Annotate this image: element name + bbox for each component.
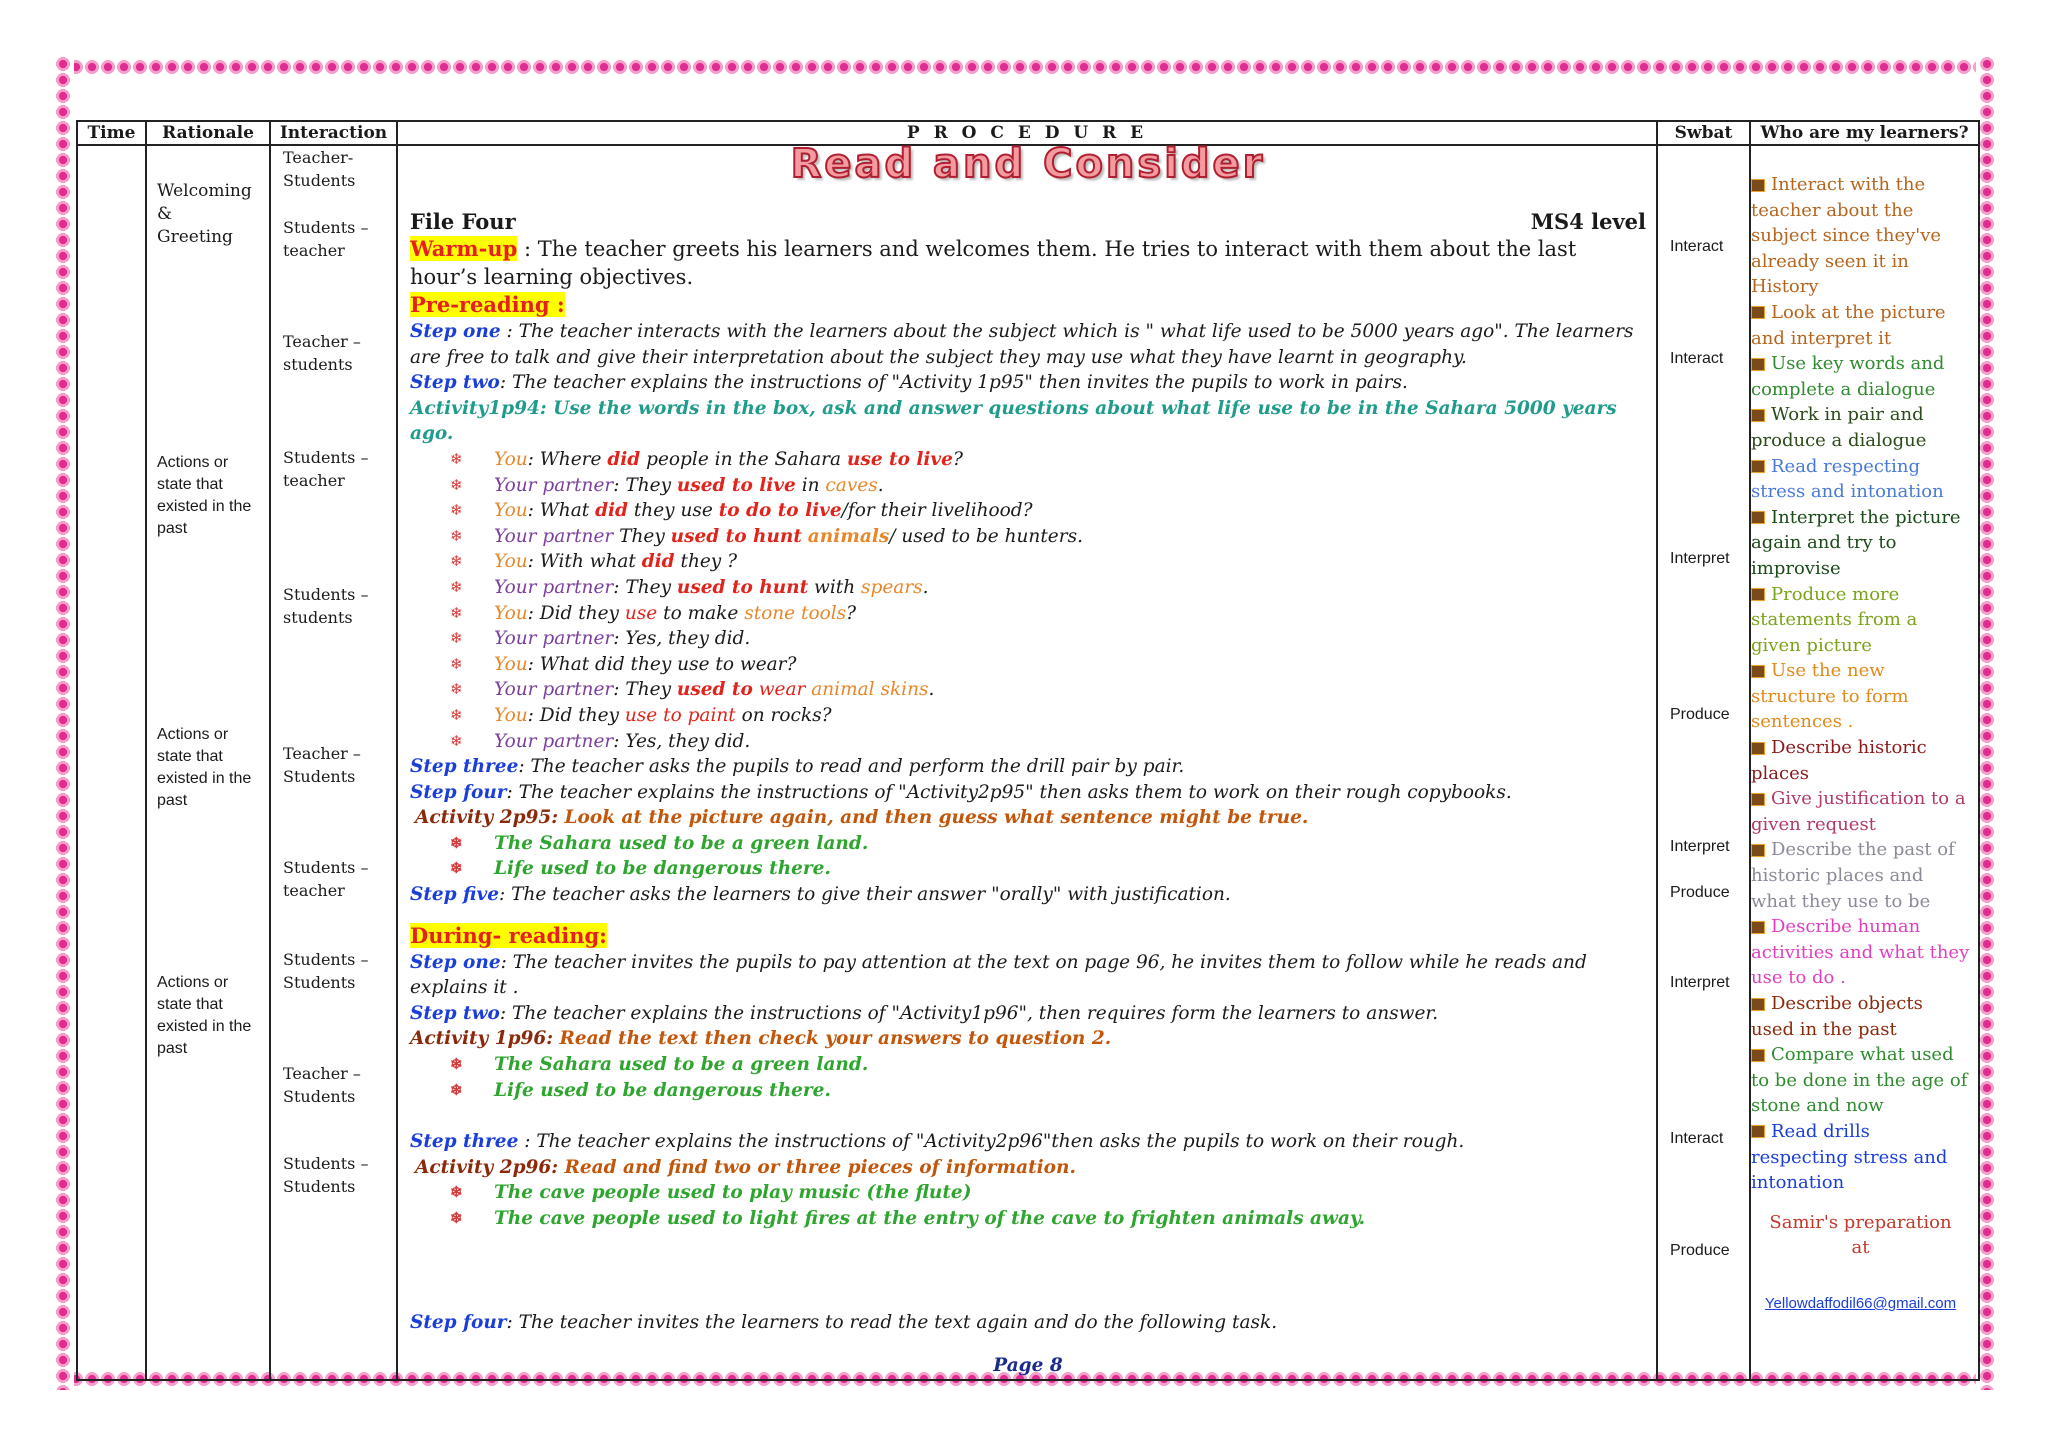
speaker: You [494,602,528,624]
learner-item [1751,786,1970,837]
learner-text: Read drills respecting stress and intonation [1751,1120,1948,1194]
t: They [613,525,671,547]
t: . [928,679,935,701]
rationale-past-3: Actions or state that existed in the past [157,974,252,1057]
bullet-icon [1751,588,1765,601]
rationale-line: Welcoming [157,181,252,201]
step-text: : The teacher explains the instructions of "Activity1p96", then requires form the learners to answer. [499,1002,1439,1024]
swbat-item: Interpret [1670,550,1730,567]
dialogue-line [450,626,1646,652]
bullet-icon [1751,358,1765,371]
interaction-item: Teacher – students [283,332,361,374]
interaction-item: Students – teacher [283,218,369,260]
t: : Where [527,448,608,470]
step-label: Step two [410,1002,500,1024]
check-list [410,1052,1646,1103]
swbat-item: Produce [1670,706,1730,723]
during-label [410,923,607,948]
t: : Did they [527,704,625,726]
learner-text: Describe objects used in the past [1751,993,1923,1040]
learner-text: Compare what used to be done in the age of stone and now [1751,1044,1968,1117]
rationale-past-2: Actions or state that existed in the past [157,726,252,809]
learner-item [1751,991,1970,1042]
header-rationale: Rationale [146,121,270,145]
t: used to [676,679,753,701]
activity-label: Activity 2p95: [415,807,559,829]
t: . [922,576,929,598]
learner-text: Read respecting stress and intonation [1751,455,1944,503]
bullet-icon [1751,1125,1765,1138]
activity-label: Activity 1p96: [410,1028,554,1050]
bullet-icon [1751,409,1765,422]
header-procedure: P R O C E D U R E [397,121,1657,145]
t: did [641,551,675,573]
header-swbat: Swbat [1657,121,1750,145]
activity-label: Activity 2p96: [415,1156,559,1178]
interaction-item: Students – Students [283,1154,369,1196]
t: wear [752,679,812,701]
step-label: Step five [410,884,500,906]
t: to do to live [718,500,842,522]
t: /for their livelihood? [841,500,1033,522]
swbat-item: Produce [1670,884,1730,901]
activity-text: Read the text then check your answers to question 2. [553,1028,1112,1050]
learner-item [1751,300,1970,351]
t: people in the Sahara [640,448,847,470]
t: use to paint [624,704,736,726]
bullet-icon [1751,998,1765,1011]
prereading-heading [410,291,1646,319]
bullet-icon [1751,844,1765,857]
dialogue-line [450,575,1646,601]
decorative-frame-left [52,56,74,1390]
step-label: Step three [410,756,519,778]
learner-item [1751,402,1970,453]
speaker: Your partner [494,628,614,650]
bullet-icon [1751,511,1765,524]
pre-step-one [410,319,1646,370]
rationale-welcoming [157,180,267,249]
learner-text: Describe historic places [1751,737,1927,784]
bullet-icon [1751,306,1765,319]
dialogue-line [450,601,1646,627]
step-label: Step three [410,1131,519,1153]
prep-line: Samir's preparation [1769,1211,1952,1233]
t: animal skins [811,679,929,701]
learner-text: Use key words and complete a dialogue [1751,353,1945,400]
procedure-column [397,141,1657,1380]
activity-text: Read and find two or three pieces of information. [558,1156,1076,1178]
during-colon: : [599,922,607,948]
interaction-item: Students – students [283,585,369,627]
bullet-icon [1751,742,1765,755]
learner-item [1751,505,1970,582]
prereading-label-text: Pre-reading [410,292,550,317]
activity-2p95 [410,805,1646,831]
interaction-item: Teacher-Students [283,148,356,190]
interaction-item: Teacher – Students [283,1064,361,1106]
t: ? [952,448,963,470]
file-name: File Four [410,209,516,234]
step-label: Step two [410,372,500,394]
step-text: : The teacher explains the instructions of "Activity 1p95" then invites the pupils to work in pairs. [499,372,1408,394]
learner-text: Give justification to a given request [1751,788,1966,835]
interaction-column [270,145,397,1380]
learner-text: Look at the picture and interpret it [1751,301,1946,349]
rationale-column [146,145,270,1380]
t: to make [657,602,745,624]
speaker: Your partner [494,474,614,496]
t: on rocks? [735,704,832,726]
swbat-item: Interact [1670,238,1724,255]
check-item: ❄ Life used to be dangerous there. [450,1078,1646,1104]
learner-item [1751,454,1970,505]
bullet-icon [1751,921,1765,934]
rationale-line: & [157,204,173,224]
t: caves [825,474,878,496]
activity-2p96 [410,1155,1646,1181]
interaction-item: Students – teacher [283,448,369,490]
info-item: ❄ The cave people used to play music (the flute) [450,1180,1646,1206]
step-label: Step one [410,951,501,973]
swbat-item: Produce [1670,1242,1730,1259]
t: animals [807,525,890,547]
pre-step-five [410,882,1646,908]
learner-text: Work in pair and produce a dialogue [1751,404,1927,451]
spacer [410,1232,1646,1310]
learner-item [1751,658,1970,735]
t: use to live [846,448,953,470]
speaker: You [494,448,528,470]
bullet-icon [1751,665,1765,678]
activity-text: Look at the picture again, and then guess what sentence might be true. [558,807,1309,829]
interaction-item: Students – Students [283,950,369,992]
interaction-item: Teacher – Students [283,744,361,786]
learner-item [1751,172,1970,300]
header-interaction: Interaction [270,121,397,145]
rationale-past-1: Actions or state that existed in the past [157,454,252,537]
learner-item [1751,1042,1970,1119]
t: in [795,474,826,496]
lesson-title: Read and Consider [790,141,1266,187]
pre-step-four [410,780,1646,806]
author-email-link[interactable]: Yellowdaffodil66@gmail.com [1764,1294,1957,1312]
learner-text: Use the new structure to form sentences . [1751,660,1909,733]
step-text: : The teacher interacts with the learners about the subject which is " what life used to be 5000 years ago". The learners are free to talk and give their interpretation about the subject they may use what they have learnt in geography. [410,321,1634,368]
prep-line: at [1851,1237,1870,1259]
during-step-three [410,1129,1646,1155]
title-block [410,141,1646,208]
t: spears [861,576,923,598]
step-text: : The teacher asks the pupils to read and perform the drill pair by pair. [518,756,1185,778]
t: . [877,474,884,496]
t: with [808,576,862,598]
interaction-item: Students – teacher [283,858,369,900]
t: : Yes, they did. [613,628,751,650]
step-text: : The teacher invites the pupils to pay attention at the text on page 96, he invites them to follow while he reads and explains it . [410,951,1587,999]
dialogue-list [410,447,1646,754]
learners-column [1750,145,1979,1380]
t: : What did they use to wear? [527,653,797,675]
step-text: : The teacher explains the instructions of "Activity2p95" then asks them to work on their rough copybooks. [506,781,1512,803]
dialogue-line [450,703,1646,729]
file-line [410,208,1646,235]
t: stone tools [744,602,847,624]
dialogue-line [450,498,1646,524]
activity-1p94: Activity1p94: Use the words in the box, ask and answer questions about what life use to be in the Sahara 5000 years ago. [410,397,1617,445]
t: did [607,448,641,470]
bullet-icon [1751,460,1765,473]
guess-item: ❄ Life used to be dangerous there. [450,856,1646,882]
activity-1p96 [410,1026,1646,1052]
t: : Did they [527,602,625,624]
t: used to live [676,474,796,496]
t: : What [527,500,596,522]
t: : With what [527,551,642,573]
rationale-line: Greeting [157,227,233,247]
prereading-label [410,292,565,317]
info-list [410,1180,1646,1231]
preparation-credit [1751,1210,1970,1261]
time-column [77,145,146,1380]
swbat-item: Interact [1670,1130,1724,1147]
during-step-four [410,1310,1646,1336]
speaker: You [494,551,528,573]
header-time: Time [77,121,146,145]
t: : Yes, they did. [613,730,751,752]
spacer [410,908,1646,922]
spacer [410,1103,1646,1129]
dialogue-line [450,652,1646,678]
info-item: ❄ The cave people used to light fires at the entry of the cave to frighten animals away. [450,1206,1646,1232]
warmup-paragraph [410,235,1646,291]
body-row [77,145,1979,1380]
during-step-two [410,1001,1646,1027]
t: did [595,500,628,522]
t: ? [846,602,857,624]
step-label: Step four [410,1311,507,1333]
level: MS4 level [1530,209,1646,234]
t: used to hunt [670,525,802,547]
learner-item [1751,351,1970,402]
t: / used to be hunters. [889,525,1083,547]
learner-item [1751,735,1970,786]
during-label-text: During- reading [410,922,600,948]
dialogue-line [450,473,1646,499]
guess-item: ❄ The Sahara used to be a green land. [450,831,1646,857]
step-label: Step one [410,321,501,342]
swbat-item: Interpret [1670,974,1730,991]
bullet-icon [1751,179,1765,192]
prereading-colon: : [549,292,565,317]
step-text: : The teacher invites the learners to read the text again and do the following task. [506,1311,1278,1333]
t: : They [613,679,677,701]
dialogue-line [450,729,1646,755]
learner-text: Interact with the teacher about the subject since they've already seen it in History [1751,174,1942,298]
learner-item [1751,837,1970,914]
warmup-text: : The teacher greets his learners and welcomes them. He tries to interact with them about the last hour’s learning objectives. [410,237,1577,289]
learner-text: Describe human activities and what they use to do . [1751,916,1970,989]
speaker: You [494,653,528,675]
dialogue-line [450,447,1646,473]
header-learners: Who are my learners? [1750,121,1979,145]
check-item: ❄ The Sahara used to be a green land. [450,1052,1646,1078]
dialogue-line [450,524,1646,550]
guess-list [410,831,1646,882]
warmup-label: Warm-up [410,236,518,261]
dialogue-line [450,677,1646,703]
speaker: You [494,500,528,522]
pre-step-three [410,754,1646,780]
swbat-item: Interpret [1670,838,1730,855]
swbat-column [1657,145,1750,1380]
decorative-frame-top [52,56,1998,78]
t: they use [627,500,719,522]
during-step-one [410,950,1646,1001]
speaker: Your partner [494,679,614,701]
lesson-plan-table [76,120,1980,1381]
speaker: Your partner [494,730,614,752]
learner-text: Interpret the picture again and try to improvise [1751,506,1961,579]
during-heading [410,922,1646,950]
t: use [624,602,658,624]
bullet-icon [1751,793,1765,806]
learner-text: Produce more statements from a given picture [1751,583,1918,656]
learner-item [1751,1119,1970,1196]
learner-item [1751,914,1970,991]
step-label: Step four [410,781,507,803]
t: used to hunt [676,576,809,598]
speaker: You [494,704,528,726]
learner-item [1751,582,1970,659]
speaker: Your partner [494,525,614,547]
dialogue-line [450,549,1646,575]
t: they ? [674,551,738,573]
pre-step-two [410,370,1646,396]
swbat-item: Interact [1670,350,1724,367]
t: : They [613,474,677,496]
learner-text: Describe the past of historic places and what they use to be [1751,839,1955,912]
t: : They [613,576,677,598]
speaker: Your partner [494,576,614,598]
bullet-icon [1751,1049,1765,1062]
step-text: : The teacher asks the learners to give their answer "orally" with justification. [499,884,1231,906]
page-number: Page 8 [993,1355,1063,1377]
step-text: : The teacher explains the instructions of "Activity2p96"then asks the pupils to work on their rough. [518,1131,1465,1153]
